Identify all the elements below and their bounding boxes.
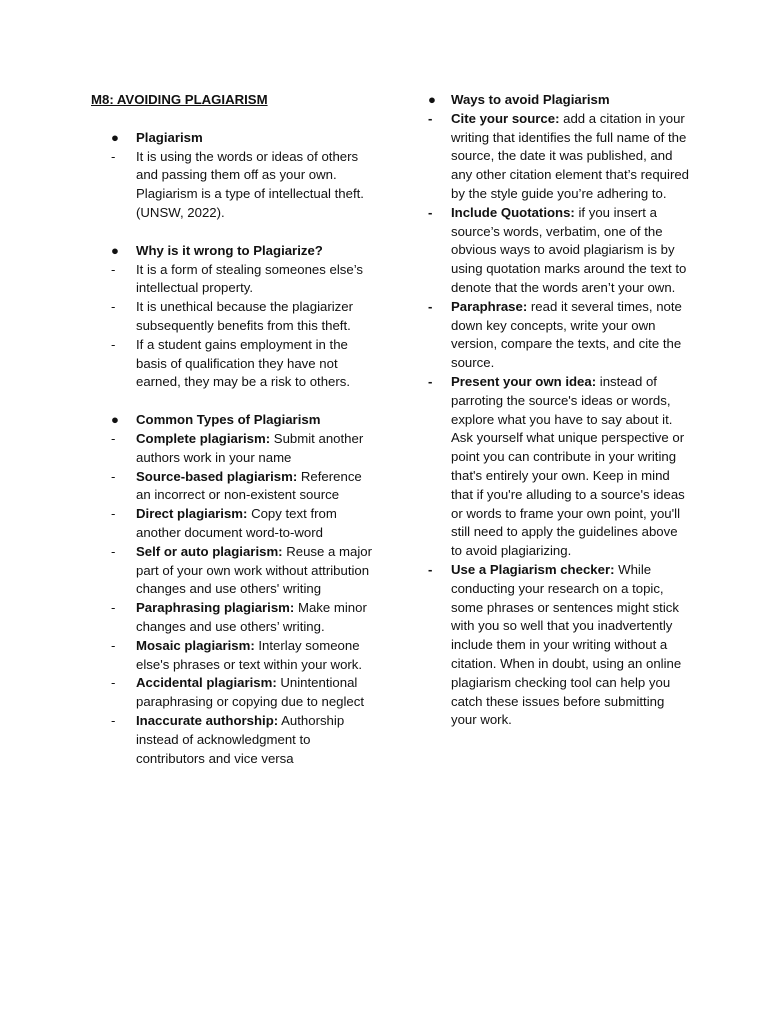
dash-icon: - <box>111 543 116 559</box>
list-item-term: Inaccurate authorship: <box>136 712 279 728</box>
list-item-term: Paraphrase: <box>451 298 528 314</box>
list-item-text <box>136 430 376 468</box>
list-item <box>91 261 376 299</box>
dash-icon: - <box>428 204 433 220</box>
list-item-text <box>136 148 376 223</box>
dash-icon: - <box>428 298 433 314</box>
list-item-term: Source-based plagiarism: <box>136 468 298 484</box>
list-item <box>91 336 376 392</box>
list-item-term: Direct plagiarism: <box>136 506 248 522</box>
list-item-body: While conducting your research on a topic, some phrases or sentences might stick with you so well that you inadvertently include them in your writing without a citation. When in doubt, using an online plagiarism checking tool can help you catch these issues before submitting your work. <box>451 561 682 728</box>
list-item-term: Present your own idea: <box>451 373 597 389</box>
list-item-term: Include Quotations: <box>451 204 575 220</box>
list-item-text <box>136 298 376 336</box>
list-item <box>428 110 690 204</box>
section-heading <box>91 411 376 430</box>
list-item <box>428 204 690 298</box>
section-plagiarism <box>91 129 376 223</box>
section-heading-text: Plagiarism <box>136 129 203 145</box>
list-item-text <box>136 468 376 506</box>
list-item-body: add a citation in your writing that identifies the full name of the source, the date it was published, and any other citation element that’s required by the style guide you’re adhering to. <box>451 110 690 201</box>
section-heading <box>91 129 376 148</box>
list-item-text <box>136 543 376 599</box>
list-item-term: Use a Plagiarism checker: <box>451 561 615 577</box>
list-item-body: Submit another authors work in your name <box>136 430 364 465</box>
dash-icon: - <box>428 561 433 577</box>
list-item-term: Cite your source: <box>451 110 560 126</box>
list-item-text <box>136 505 376 543</box>
bullet-icon: ● <box>111 412 119 428</box>
list-item-text <box>136 599 376 637</box>
list-item-body: read it several times, note down key concepts, write your own version, compare the texts, and cite the source. <box>451 298 682 371</box>
list-item <box>91 148 376 223</box>
dash-icon: - <box>111 430 116 446</box>
list-item-text <box>136 674 376 712</box>
list-item <box>91 543 376 599</box>
dash-icon: - <box>111 712 116 728</box>
list-item-text <box>451 561 690 730</box>
section-heading-text: Common Types of Plagiarism <box>136 412 321 428</box>
section-ways-to-avoid <box>428 91 690 730</box>
left-column <box>91 91 376 787</box>
list-item-body: It is a form of stealing someones else’s intellectual property. <box>136 261 363 296</box>
page-title: M8: AVOIDING PLAGIARISM <box>91 92 268 107</box>
dash-icon: - <box>111 468 116 484</box>
list-item-body: instead of parroting the source's ideas or words, explore what you have to say about it. Ask yourself what unique perspective or point you can contribute in your writing that's entirely your own. Keep in mind that if you're alluding to a source's ideas or words to frame your own point, you'll still need to apply the guidelines above to avoid plagiarizing. <box>451 373 685 559</box>
list-item-body: It is unethical because the plagiarizer subsequently benefits from this theft. <box>136 299 353 333</box>
list-item-body: Authorship instead of acknowledgment to contributors and vice versa <box>136 712 345 766</box>
list-item-body: if you insert a source’s words, verbatim, one of the obvious ways to avoid plagiarism is by using quotation marks around the text to denote that the words aren’t your own. <box>451 204 687 295</box>
list-item-body: Reference an incorrect or non-existent source <box>136 468 362 503</box>
list-item-body: Interlay someone else's phrases or text within your work. <box>136 637 363 672</box>
bullet-icon: ● <box>111 242 119 258</box>
list-item-text <box>451 298 690 373</box>
dash-icon: - <box>428 373 433 389</box>
list-item-term: Accidental plagiarism: <box>136 675 277 691</box>
list-item <box>91 505 376 543</box>
dash-icon: - <box>111 675 116 691</box>
list-item <box>91 712 376 768</box>
list-item-term: Mosaic plagiarism: <box>136 637 255 653</box>
dash-icon: - <box>111 637 116 653</box>
list-item <box>91 599 376 637</box>
list-item-text <box>136 261 376 299</box>
section-heading-text: Why is it wrong to Plagiarize? <box>136 242 323 258</box>
list-item-body: Reuse a major part of your own work without attribution changes and use others' writing <box>136 543 372 597</box>
list-item-term: Self or auto plagiarism: <box>136 543 283 559</box>
list-item <box>428 561 690 730</box>
list-item-body: It is using the words or ideas of others and passing them off as your own. Plagiarism is a type of intellectual theft. (UNSW, 2022). <box>136 148 364 220</box>
list-item <box>91 298 376 336</box>
dash-icon: - <box>428 110 433 126</box>
list-item <box>91 468 376 506</box>
list-item <box>428 298 690 373</box>
section-common-types <box>91 411 376 768</box>
list-item-text <box>136 637 376 675</box>
dash-icon: - <box>111 506 116 522</box>
list-item-body: Copy text from another document word-to-word <box>136 506 337 540</box>
dash-icon: - <box>111 261 116 277</box>
dash-icon: - <box>111 299 116 315</box>
section-heading <box>91 242 376 261</box>
list-item-text <box>451 373 690 561</box>
dash-icon: - <box>111 336 116 352</box>
list-item <box>91 637 376 675</box>
dash-icon: - <box>111 600 116 616</box>
section-heading-text: Ways to avoid Plagiarism <box>451 92 610 107</box>
list-item-body: Unintentional paraphrasing or copying due to neglect <box>136 675 365 710</box>
bullet-icon: ● <box>428 92 436 107</box>
list-item-text <box>451 110 690 204</box>
list-item-term: Complete plagiarism: <box>136 430 271 446</box>
list-item-body: If a student gains employment in the basis of qualification they have not earned, they may be a risk to others. <box>136 336 351 390</box>
list-item-term: Paraphrasing plagiarism: <box>136 600 295 616</box>
right-column <box>428 91 690 749</box>
list-item <box>91 430 376 468</box>
section-why-wrong <box>91 242 376 392</box>
list-item <box>91 674 376 712</box>
list-item-text <box>451 204 690 298</box>
list-item-body: Make minor changes and use others’ writing. <box>136 600 367 634</box>
list-item <box>428 373 690 561</box>
list-item-text <box>136 712 376 768</box>
bullet-icon: ● <box>111 129 119 145</box>
list-item-text <box>136 336 376 392</box>
dash-icon: - <box>111 148 116 164</box>
section-heading <box>428 91 690 110</box>
